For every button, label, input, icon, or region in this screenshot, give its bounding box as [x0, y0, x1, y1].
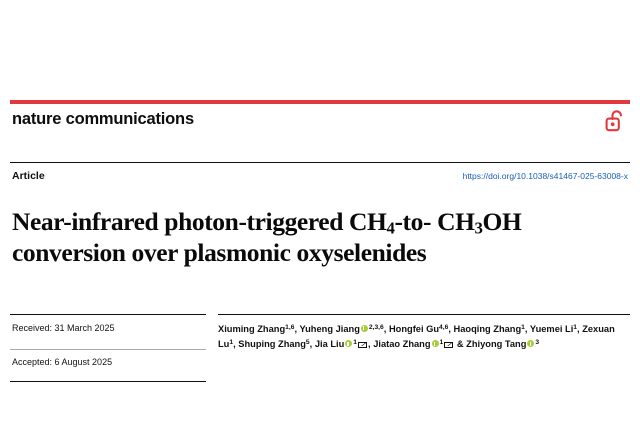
author-separator: , — [524, 324, 530, 334]
author-entry[interactable] — [238, 339, 309, 349]
author-entry[interactable] — [218, 324, 294, 334]
author-name: Yuemei Li — [529, 324, 574, 334]
author-name: Hongfei Gu — [388, 324, 440, 334]
author-name: Haoqing Zhang — [453, 324, 522, 334]
author-affiliation-marker: 5 — [305, 339, 310, 347]
author-name: Xiuming Zhang — [218, 324, 286, 334]
author-name: Zhiyong Tang — [466, 339, 527, 350]
author-separator: , — [294, 324, 300, 334]
author-entry[interactable] — [530, 324, 577, 334]
author-name: Shuping Zhang — [238, 339, 306, 350]
author-affiliation-marker: 1 — [573, 324, 578, 332]
author-name: Jiatao Zhang — [373, 339, 431, 350]
author-name: Jia Liu — [314, 339, 345, 350]
author-list — [218, 322, 632, 353]
author-separator: , — [368, 339, 374, 350]
title-line3: oxyselenides — [296, 238, 427, 268]
title-line1-sub: 4 — [386, 218, 395, 238]
dates-bottom-divider — [10, 381, 206, 382]
accepted-date: Accepted: 6 August 2025 — [12, 357, 113, 367]
author-affiliation-marker: 1 — [521, 324, 525, 332]
open-lock-icon — [604, 108, 626, 134]
author-separator: , — [383, 324, 389, 334]
author-affiliation-marker: 3 — [535, 339, 540, 347]
author-affiliation-marker: 1 — [229, 339, 234, 347]
article-type-label: Article — [12, 170, 45, 182]
author-entry[interactable] — [299, 324, 383, 334]
orcid-icon[interactable] — [432, 340, 439, 347]
author-affiliation-marker: 1,6 — [285, 324, 295, 332]
author-affiliation-marker: 4,6 — [439, 324, 449, 332]
author-affiliation-marker: 1 — [353, 339, 358, 347]
page-title — [12, 207, 582, 268]
envelope-icon[interactable] — [358, 342, 367, 349]
title-line2-a: CH — [437, 207, 475, 237]
article-first-page — [0, 26, 640, 403]
title-line2-b: OH conversion over plasmonic — [12, 207, 522, 268]
title-line1-b: -to- — [394, 207, 432, 237]
orcid-icon[interactable] — [345, 340, 352, 347]
doi-link[interactable]: https://doi.org/10.1038/s41467-025-63008-x — [462, 171, 628, 181]
author-separator: , — [309, 339, 315, 350]
author-separator: , — [448, 324, 454, 334]
dates-top-divider — [10, 314, 206, 315]
title-line2-sub: 3 — [474, 218, 483, 238]
author-separator: & — [454, 339, 467, 350]
author-entry[interactable] — [373, 339, 454, 349]
journal-masthead: nature communications — [12, 110, 194, 128]
author-name: Yuheng Jiang — [299, 324, 360, 334]
orcid-icon[interactable] — [527, 340, 534, 347]
author-affiliation-marker: 2,3,6 — [368, 324, 384, 332]
dates-mid-divider — [10, 349, 206, 350]
author-entry[interactable] — [315, 339, 368, 349]
header-divider — [10, 162, 630, 163]
author-entry[interactable] — [454, 324, 525, 334]
author-separator: , — [577, 324, 583, 334]
author-entry[interactable] — [389, 324, 448, 334]
brand-rule — [10, 100, 630, 104]
title-line1-a: Near-infrared photon-triggered CH — [12, 207, 387, 237]
author-name: Zexuan Lu — [218, 324, 615, 350]
received-date: Received: 31 March 2025 — [12, 323, 115, 333]
author-entry[interactable] — [466, 339, 539, 349]
author-affiliation-marker: 1 — [439, 339, 444, 347]
authors-top-divider — [218, 314, 630, 315]
envelope-icon[interactable] — [444, 342, 453, 349]
orcid-icon[interactable] — [361, 325, 368, 332]
author-separator: , — [233, 339, 239, 350]
